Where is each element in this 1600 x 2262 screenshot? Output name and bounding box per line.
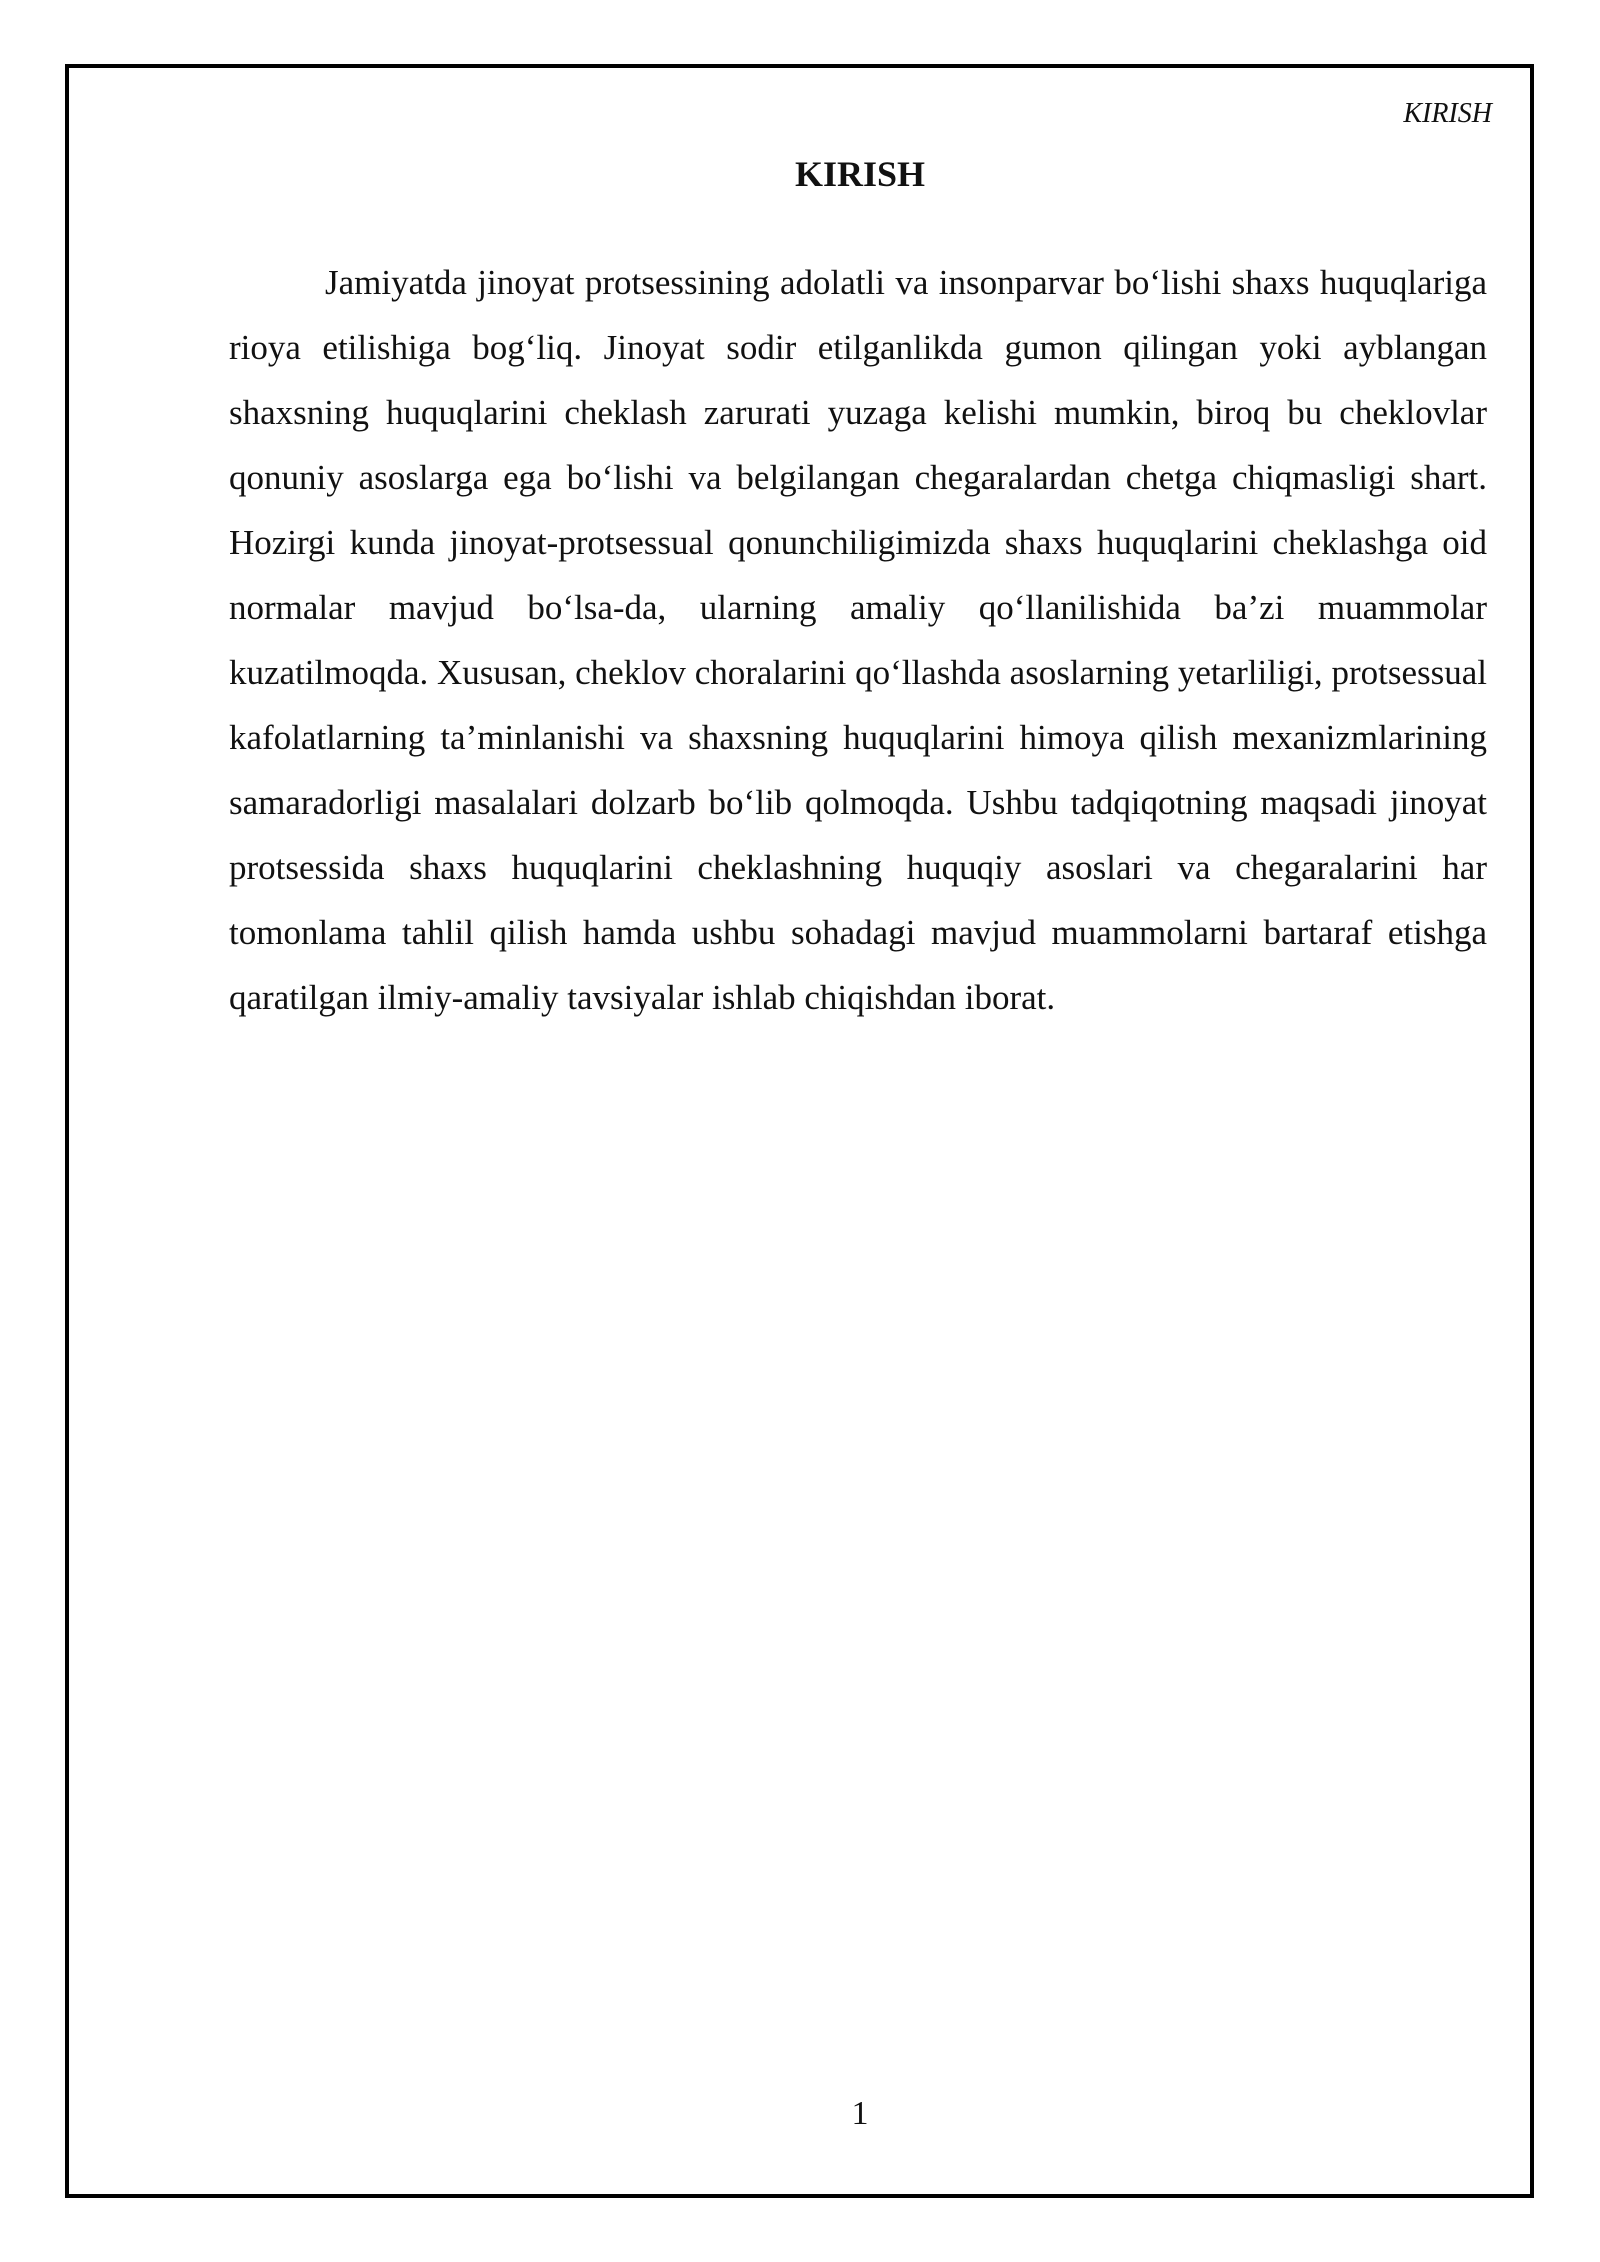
running-header: KIRISH: [1403, 98, 1492, 129]
page-title: KIRISH: [794, 154, 926, 194]
page-number: 1: [851, 2095, 869, 2132]
body-paragraph: Jamiyatda jinoyat protsessining adolatli va insonparvar bo‘lishi shaxs huquqlariga rioya etilishiga bog‘liq. Jinoyat sodir etilganlikda gumon qilingan yoki ayblangan shaxsning huquqlarini cheklash zarurati yuzaga kelishi mumkin, biroq bu cheklovlar qonuniy asoslarga ega bo‘lishi va belgilangan chegaralardan chetga chiqmasligi shart. Hozirgi kunda jinoyat-protsessual qonunchiligimizda shaxs huquqlarini cheklashga oid normalar mavjud bo‘lsa-da, ularning amaliy qo‘llanilishida ba’zi muammolar kuzatilmoqda. Xususan, cheklov choralarini qo‘llashda asoslarning yetarliligi, protsessual kafolatlarning ta’minlanishi va shaxsning huquqlarini himoya qilish mexanizmlarining samaradorligi masalalari dolzarb bo‘lib qolmoqda. Ushbu tadqiqotning maqsadi jinoyat protsessida shaxs huquqlarini cheklashning huquqiy asoslari va chegaralarini har tomonlama tahlil qilish hamda ushbu sohadagi mavjud muammolarni bartaraf etishga qaratilgan ilmiy-amaliy tavsiyalar ishlab chiqishdan iborat.: [229, 263, 1487, 1017]
